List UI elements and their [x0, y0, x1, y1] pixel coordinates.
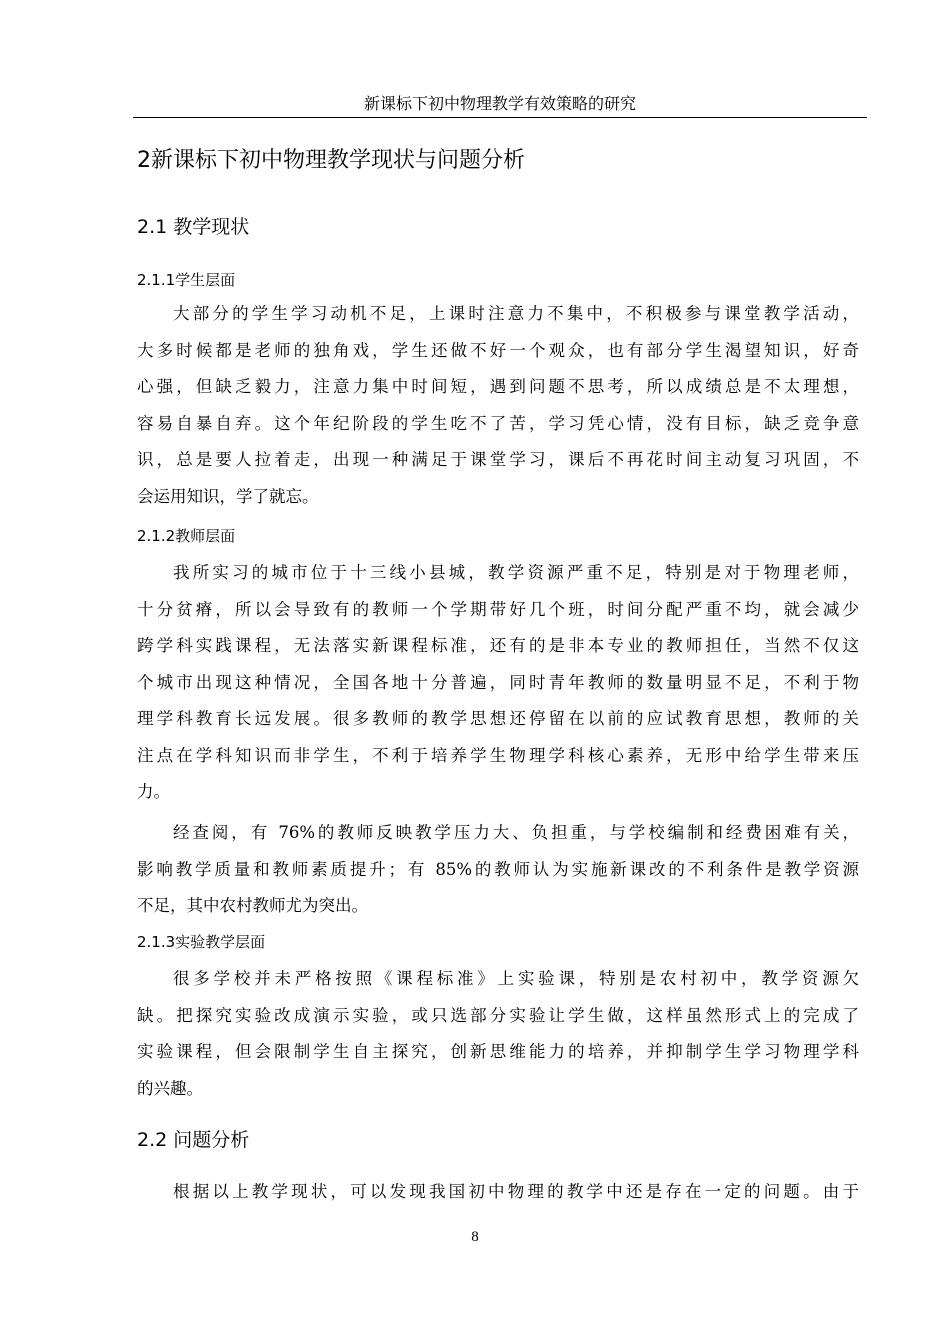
text-line: 跨学科实践课程，无法落实新课程标准，还有的是非本专业的教师担任，当然不仅这	[137, 636, 859, 655]
subsection-title-2-1-1: 2.1.1学生层面	[137, 271, 236, 289]
subsection-title-2-1-3: 2.1.3实验教学层面	[137, 933, 266, 951]
paragraph-teacher-statistics	[137, 815, 859, 925]
subsection-title-2-1-2: 2.1.2教师层面	[137, 527, 236, 545]
section-title-2-2: 2.2 问题分析	[137, 1129, 250, 1151]
paragraph-teacher-level	[137, 555, 859, 811]
text-line: 心强，但缺乏毅力，注意力集中时间短，遇到问题不思考，所以成绩总是不太理想，	[137, 377, 859, 396]
text-line: 识，总是要人拉着走，出现一种满足于课堂学习，课后不再花时间主动复习巩固，不	[137, 450, 859, 469]
text-line: 十分贫瘠，所以会导致有的教师一个学期带好几个班，时间分配严重不均，就会减少	[137, 599, 859, 619]
text-line: 经查阅，有 76%的教师反映教学压力大、负担重，与学校编制和经费困难有关，	[173, 823, 859, 842]
text-line: 力。	[137, 782, 170, 801]
text-line: 会运用知识，学了就忘。	[137, 486, 319, 506]
text-line: 我所实习的城市位于十三线小县城，教学资源严重不足，特别是对于物理老师，	[173, 563, 859, 582]
paragraph-problem-analysis	[137, 1174, 859, 1211]
text-line: 大部分的学生学习动机不足，上课时注意力不集中，不积极参与课堂教学活动，	[173, 304, 859, 323]
text-line: 缺。把探究实验改成演示实验，或只选部分实验让学生做，这样虽然形式上的完成了	[137, 1005, 859, 1025]
paragraph-student-level	[137, 296, 859, 515]
chapter-title: 2新课标下初中物理教学现状与问题分析	[137, 148, 525, 173]
text-line: 很多学校并未严格按照《课程标准》上实验课，特别是农村初中，教学资源欠	[173, 969, 859, 988]
paragraph-experiment-level	[137, 961, 859, 1107]
text-line: 的兴趣。	[137, 1078, 203, 1098]
text-line: 容易自暴自弃。这个年纪阶段的学生吃不了苦，学习凭心情，没有目标，缺乏竞争意	[137, 413, 859, 433]
text-line: 实验课程，但会限制学生自主探究，创新思维能力的培养，并抑制学生学习物理学科	[137, 1042, 859, 1061]
text-line: 注点在学科知识而非学生，不利于培养学生物理学科核心素养，无形中给学生带来压	[137, 745, 859, 765]
running-header: 新课标下初中物理教学有效策略的研究	[363, 94, 636, 113]
text-line: 个城市出现这种情况，全国各地十分普遍，同时青年教师的数量明显不足，不利于物	[137, 672, 859, 692]
page-number: 8	[471, 1229, 479, 1245]
text-line: 理学科教育长远发展。很多教师的教学思想还停留在以前的应试教育思想，教师的关	[137, 709, 859, 728]
text-line: 大多时候都是老师的独角戏，学生还做不好一个观众，也有部分学生渴望知识，好奇	[137, 340, 859, 360]
header-rule	[133, 117, 867, 118]
text-line: 根据以上教学现状，可以发现我国初中物理的教学中还是存在一定的问题。由于	[173, 1182, 859, 1201]
text-line: 不足，其中农村教师尤为突出。	[137, 896, 368, 915]
section-title-2-1: 2.1 教学现状	[137, 216, 250, 238]
text-line: 影响教学质量和教师素质提升；有 85%的教师认为实施新课改的不利条件是教学资源	[137, 859, 859, 879]
